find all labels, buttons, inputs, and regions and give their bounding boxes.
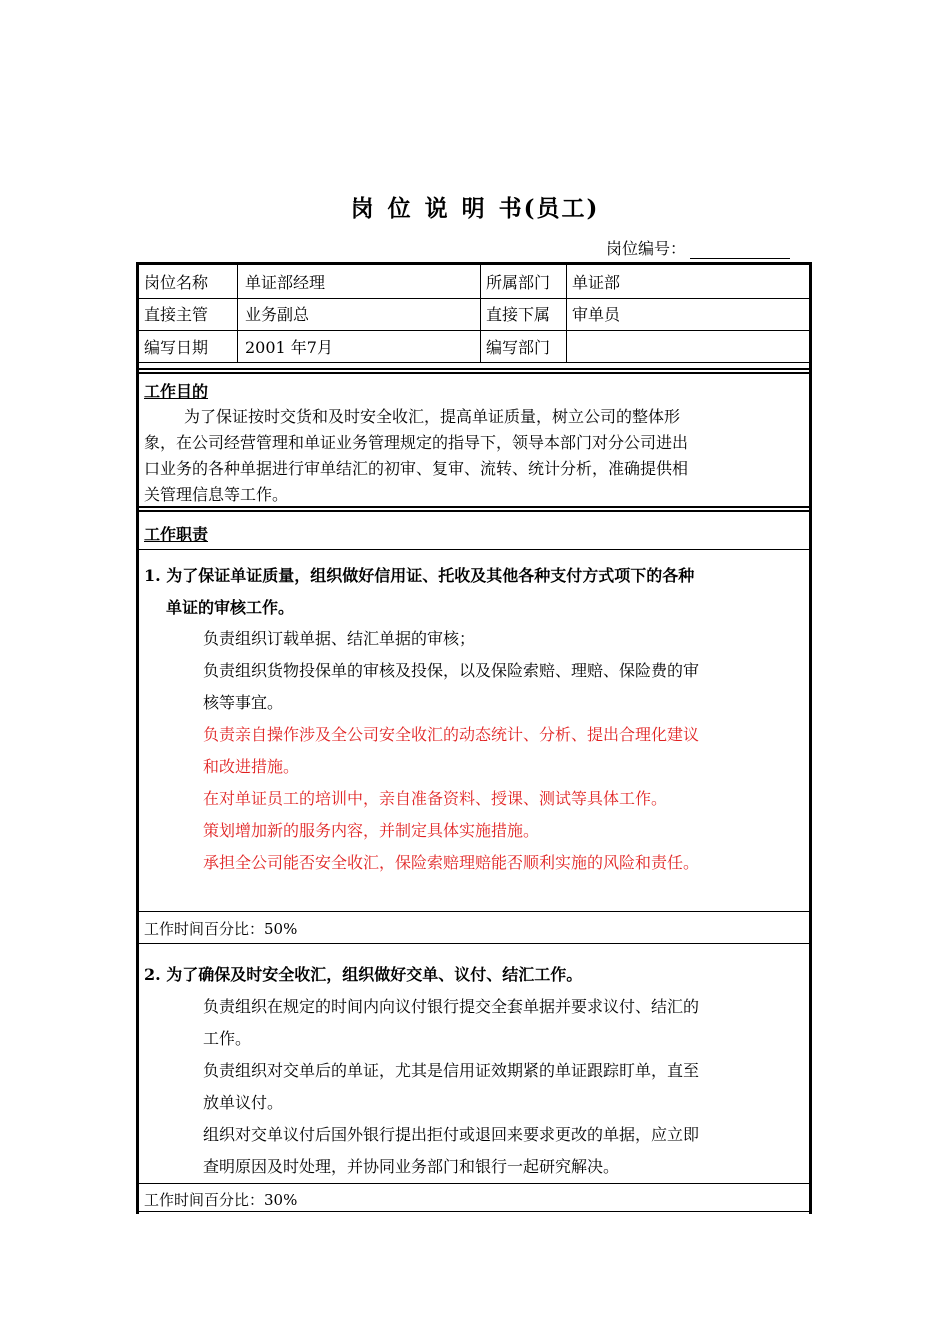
item-line: 负责亲自操作涉及全公司安全收汇的动态统计、分析、提出合理化建议 <box>203 725 700 744</box>
label-position-name: 岗位名称 <box>144 273 209 292</box>
duty-2-item-2 <box>173 1055 813 1119</box>
title-char: 岗 <box>350 195 376 222</box>
item-line: 组织对交单议付后国外银行提出拒付或退回来要求更改的单据，应立即 <box>203 1125 700 1144</box>
purpose-text <box>144 404 808 508</box>
purpose-line: 关管理信息等工作。 <box>144 485 289 504</box>
item-line: 放单议付。 <box>203 1093 284 1112</box>
duty-2-time-percent: 工作时间百分比：30% <box>144 1191 298 1209</box>
duty-1-heading <box>144 560 694 624</box>
value-date: 2001 年7月 <box>245 338 333 357</box>
item-line: 和改进措施。 <box>203 757 300 776</box>
purpose-line: 象，在公司经营管理和单证业务管理规定的指导下，领导本部门对分公司进出 <box>144 433 689 452</box>
value-subordinate: 审单员 <box>572 305 621 324</box>
purpose-line: 为了保证按时交货和及时安全收汇，提高单证质量，树立公司的整体形 <box>184 407 681 426</box>
item-line: 负责组织货物投保单的审核及投保，以及保险索赔、理赔、保险费的审 <box>203 661 700 680</box>
section-title-duties: 工作职责 <box>144 525 209 544</box>
label-department: 所属部门 <box>486 273 551 292</box>
item-line: 承担全公司能否安全收汇，保险索赔理赔能否顺利实施的风险和责任。 <box>203 853 700 872</box>
title-char: 明 <box>461 195 487 222</box>
label-subordinate: 直接下属 <box>486 305 551 324</box>
label-date: 编写日期 <box>144 338 209 357</box>
duty-2-item-1 <box>173 991 813 1055</box>
duty-1-item-5 <box>173 815 813 847</box>
label-supervisor: 直接主管 <box>144 305 209 324</box>
position-code-label: 岗位编号： <box>606 239 687 258</box>
value-supervisor: 业务副总 <box>245 305 310 324</box>
duty-1-item-1 <box>173 623 813 655</box>
title-char: 说 <box>424 195 450 222</box>
item-line: 在对单证员工的培训中，亲自准备资料、授课、测试等具体工作。 <box>203 789 668 808</box>
position-code-field[interactable] <box>690 242 790 259</box>
duty-heading-line: 单证的审核工作。 <box>166 598 295 617</box>
duty-heading-line: 1. 为了保证单证质量，组织做好信用证、托收及其他各种支付方式项下的各种 <box>144 566 695 585</box>
page-title <box>0 190 950 223</box>
item-line: 负责组织订载单据、结汇单据的审核； <box>203 629 476 648</box>
item-line: 核等事宜。 <box>203 693 284 712</box>
purpose-line: 口业务的各种单据进行审单结汇的初审、复审、流转、统计分析，准确提供相 <box>144 459 689 478</box>
duty-1-item-3 <box>173 719 813 783</box>
item-line: 负责组织对交单后的单证，尤其是信用证效期紧的单证跟踪盯单，直至 <box>203 1061 700 1080</box>
duty-1-item-4 <box>173 783 813 815</box>
item-line: 查明原因及时处理，并协同业务部门和银行一起研究解决。 <box>203 1157 620 1176</box>
duty-2-item-3 <box>173 1119 813 1183</box>
duty-1-time-percent: 工作时间百分比：50% <box>144 920 298 938</box>
item-line: 工作。 <box>203 1029 252 1048</box>
label-author-dept: 编写部门 <box>486 338 551 357</box>
item-line: 策划增加新的服务内容，并制定具体实施措施。 <box>203 821 540 840</box>
position-code <box>606 236 790 259</box>
duty-1-item-6 <box>173 847 813 879</box>
title-char: 书(员工) <box>498 195 600 222</box>
duty-1-item-2 <box>173 655 813 719</box>
duty-heading-line: 2. 为了确保及时安全收汇，组织做好交单、议付、结汇工作。 <box>144 965 583 984</box>
job-description-table <box>136 262 812 1214</box>
duty-2-heading <box>144 959 582 991</box>
value-department: 单证部 <box>572 273 621 292</box>
section-title-purpose: 工作目的 <box>144 382 209 401</box>
item-line: 负责组织在规定的时间内向议付银行提交全套单据并要求议付、结汇的 <box>203 997 700 1016</box>
value-position-name: 单证部经理 <box>245 273 326 292</box>
title-char: 位 <box>387 195 413 222</box>
